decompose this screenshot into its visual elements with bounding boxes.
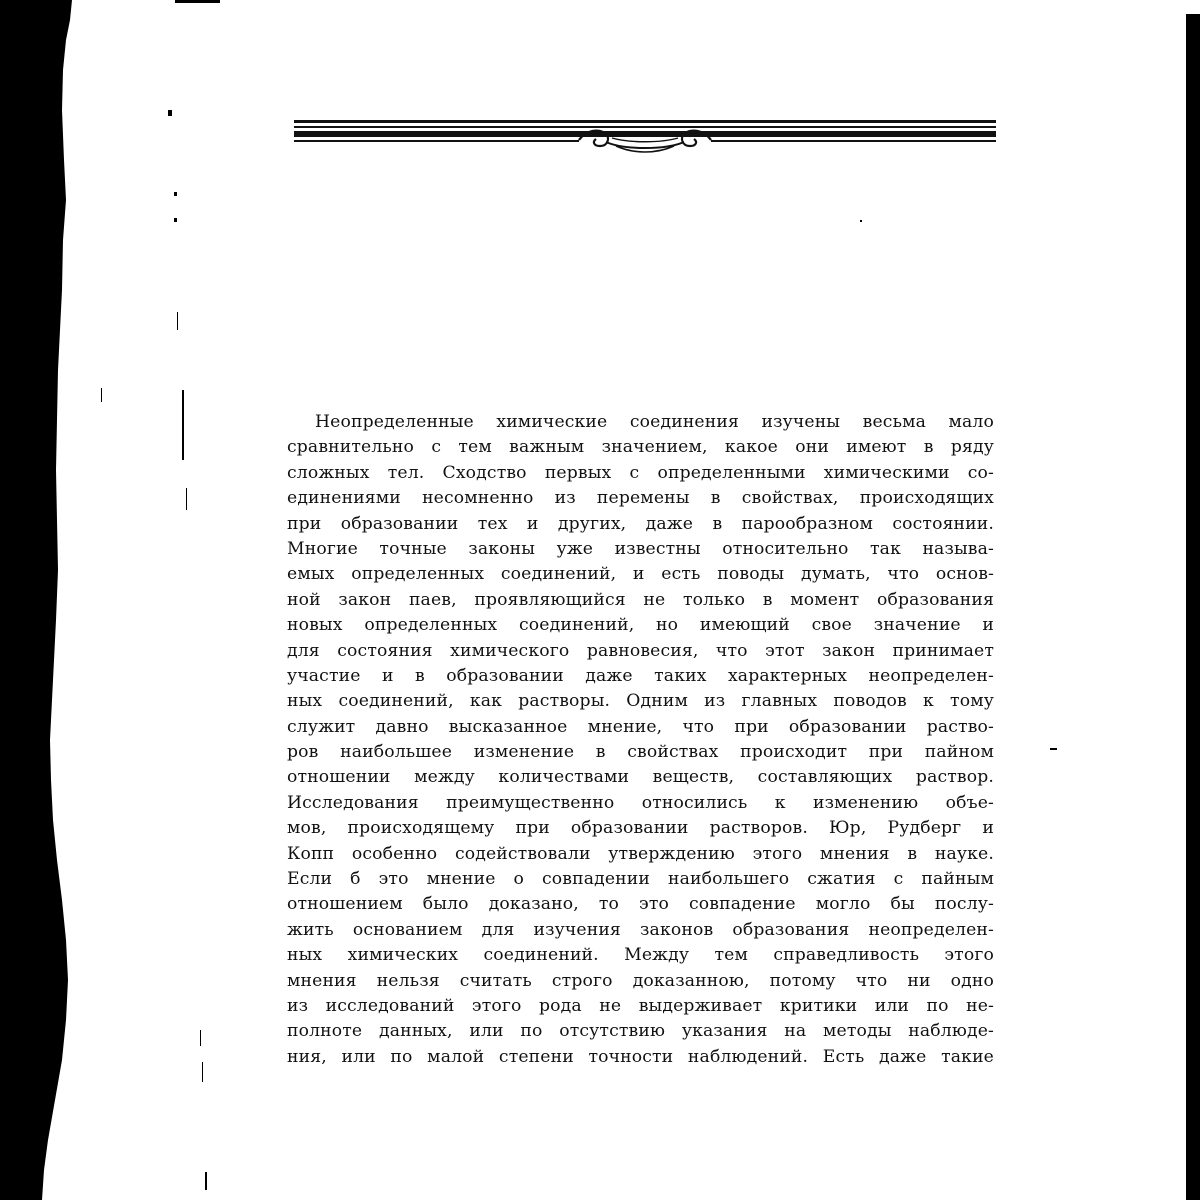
scan-artifact bbox=[200, 1030, 201, 1046]
text-line: мнения нельзя считать строго доказанною, потому что ни одно bbox=[287, 970, 994, 991]
scan-artifact bbox=[202, 1062, 203, 1082]
scan-artifact bbox=[186, 488, 187, 510]
scan-artifact bbox=[168, 110, 172, 116]
text-line: отношением было доказано, то это совпадение могло бы послу- bbox=[287, 894, 994, 915]
text-line: жить основанием для изучения законов образования неопределен- bbox=[287, 919, 994, 940]
text-line: участие и в образовании даже таких характерных неопределен- bbox=[287, 665, 994, 686]
text-line: сложных тел. Сходство первых с определенными химическими со- bbox=[287, 462, 994, 483]
text-line: Многие точные законы уже известны относительно так называ- bbox=[287, 538, 994, 559]
text-line: ров наибольшее изменение в свойствах происходит при пайном bbox=[287, 742, 994, 763]
text-line: сравнительно с тем важным значением, какое они имеют в ряду bbox=[287, 437, 994, 458]
text-line: ния, или по малой степени точности наблюдений. Есть даже такие bbox=[287, 1046, 994, 1067]
scan-artifact bbox=[860, 220, 862, 222]
text-line: при образовании тех и других, даже в парообразном состоянии. bbox=[287, 513, 994, 534]
text-line: Неопределенные химические соединения изучены весьма мало bbox=[315, 412, 994, 432]
text-line: мов, происходящему при образовании растворов. Юр, Рудберг и bbox=[287, 818, 994, 839]
scan-artifact bbox=[174, 192, 177, 196]
scan-artifact bbox=[182, 390, 184, 460]
scan-artifact bbox=[101, 388, 102, 402]
scan-artifact bbox=[174, 218, 177, 222]
scan-artifact bbox=[177, 312, 178, 330]
text-line: Копп особенно содействовали утверждению этого мнения в науке. bbox=[287, 843, 994, 864]
text-line: ных соединений, как растворы. Одним из главных поводов к тому bbox=[287, 691, 994, 712]
text-line: ных химических соединений. Между тем справедливость этого bbox=[287, 945, 994, 966]
text-line: Если б это мнение о совпадении наибольшего сжатия с пайным bbox=[287, 869, 994, 890]
text-line: служит давно высказанное мнение, что при образовании раство- bbox=[287, 716, 994, 737]
scan-artifact bbox=[1050, 748, 1057, 750]
text-line: полноте данных, или по отсутствию указания на методы наблюде- bbox=[287, 1021, 994, 1042]
text-line: емых определенных соединений, и есть поводы думать, что основ- bbox=[287, 564, 994, 585]
text-line: новых определенных соединений, но имеющий свое значение и bbox=[287, 615, 994, 636]
top-scan-speck bbox=[175, 0, 220, 3]
text-line: Исследования преимущественно относились к изменению объе- bbox=[287, 792, 994, 813]
text-line: для состояния химического равновесия, что этот закон принимает bbox=[287, 640, 994, 661]
header-ornament bbox=[294, 116, 996, 160]
scan-artifact bbox=[205, 1172, 207, 1190]
text-line: ной закон паев, проявляющийся не только в момент образования bbox=[287, 589, 994, 610]
text-line: единениями несомненно из перемены в свойствах, происходящих bbox=[287, 488, 994, 509]
text-line: из исследований этого рода не выдерживает критики или по не- bbox=[287, 995, 994, 1016]
body-paragraph bbox=[287, 410, 994, 1070]
text-line: отношении между количествами веществ, составляющих раствор. bbox=[287, 767, 994, 788]
right-scan-border bbox=[1186, 14, 1200, 1200]
left-scan-border bbox=[0, 0, 90, 1200]
